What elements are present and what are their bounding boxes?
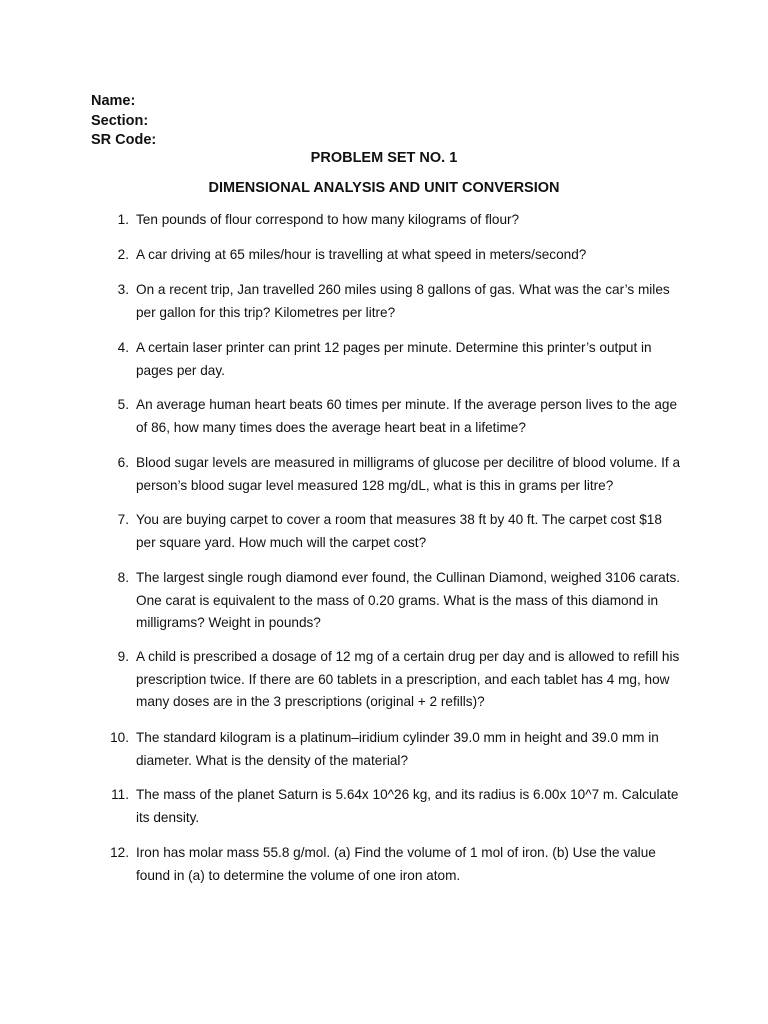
question-number: 3. (117, 282, 129, 297)
question-number: 8. (117, 570, 129, 585)
question-text: A child is prescribed a dosage of 12 mg of a certain drug per day and is allowed to refill his prescription twice. If there are 60 tablets in a prescription, and each tablet has 4 mg, how many doses are in the 3 prescriptions (original + 2 refills)? (136, 649, 680, 709)
question-number: 12. (110, 845, 129, 860)
question-text: The standard kilogram is a platinum–iridium cylinder 39.0 mm in height and 39.0 mm in diameter. What is the density of the material? (136, 730, 659, 768)
name-label: Name: (91, 93, 136, 109)
question-text: Iron has molar mass 55.8 g/mol. (a) Find the volume of 1 mol of iron. (b) Use the value found in (a) to determine the volume of one iron atom. (136, 845, 656, 883)
question-number: 11. (111, 787, 129, 802)
question-text: The largest single rough diamond ever found, the Cullinan Diamond, weighed 3106 carats. One carat is equivalent to the mass of 0.20 grams. What is the mass of this diamond in milligrams? Weight in pounds? (136, 570, 681, 630)
question-text: Ten pounds of flour correspond to how many kilograms of flour? (136, 212, 520, 227)
section-label: Section: (91, 112, 149, 129)
question-text: A certain laser printer can print 12 pages per minute. Determine this printer’s output in pages per day. (136, 340, 652, 378)
question-number: 5. (117, 397, 129, 412)
question-text: Blood sugar levels are measured in milligrams of glucose per decilitre of blood volume. If a person’s blood sugar level measured 128 mg/dL, what is this in grams per litre? (136, 455, 681, 493)
question-number: 2. (117, 247, 129, 262)
question-text: You are buying carpet to cover a room that measures 38 ft by 40 ft. The carpet cost $18 per square yard. How much will the carpet cost? (136, 512, 662, 550)
question-text: The mass of the planet Saturn is 5.64x 10^26 kg, and its radius is 6.00x 10^7 m. Calculate its density. (136, 787, 679, 825)
question-number: 4. (117, 340, 129, 355)
question-text: A car driving at 65 miles/hour is travelling at what speed in meters/second? (136, 247, 587, 262)
question-number: 9. (117, 649, 129, 664)
problem-set-subtitle: DIMENSIONAL ANALYSIS AND UNIT CONVERSION (208, 180, 560, 196)
question-number: 7. (117, 512, 129, 527)
problem-set-title: PROBLEM SET NO. 1 (310, 150, 458, 166)
question-number: 6. (117, 455, 129, 470)
student-info-fields (91, 92, 156, 151)
question-text: An average human heart beats 60 times per minute. If the average person lives to the age of 86, how many times does the average heart beat in a lifetime? (136, 397, 678, 435)
question-text: On a recent trip, Jan travelled 260 miles using 8 gallons of gas. What was the car’s miles per gallon for this trip? Kilometres per litre? (136, 282, 670, 320)
sr-code-label: SR Code: (91, 132, 157, 148)
question-number: 1. (117, 212, 129, 227)
question-number: 10. (110, 730, 129, 745)
